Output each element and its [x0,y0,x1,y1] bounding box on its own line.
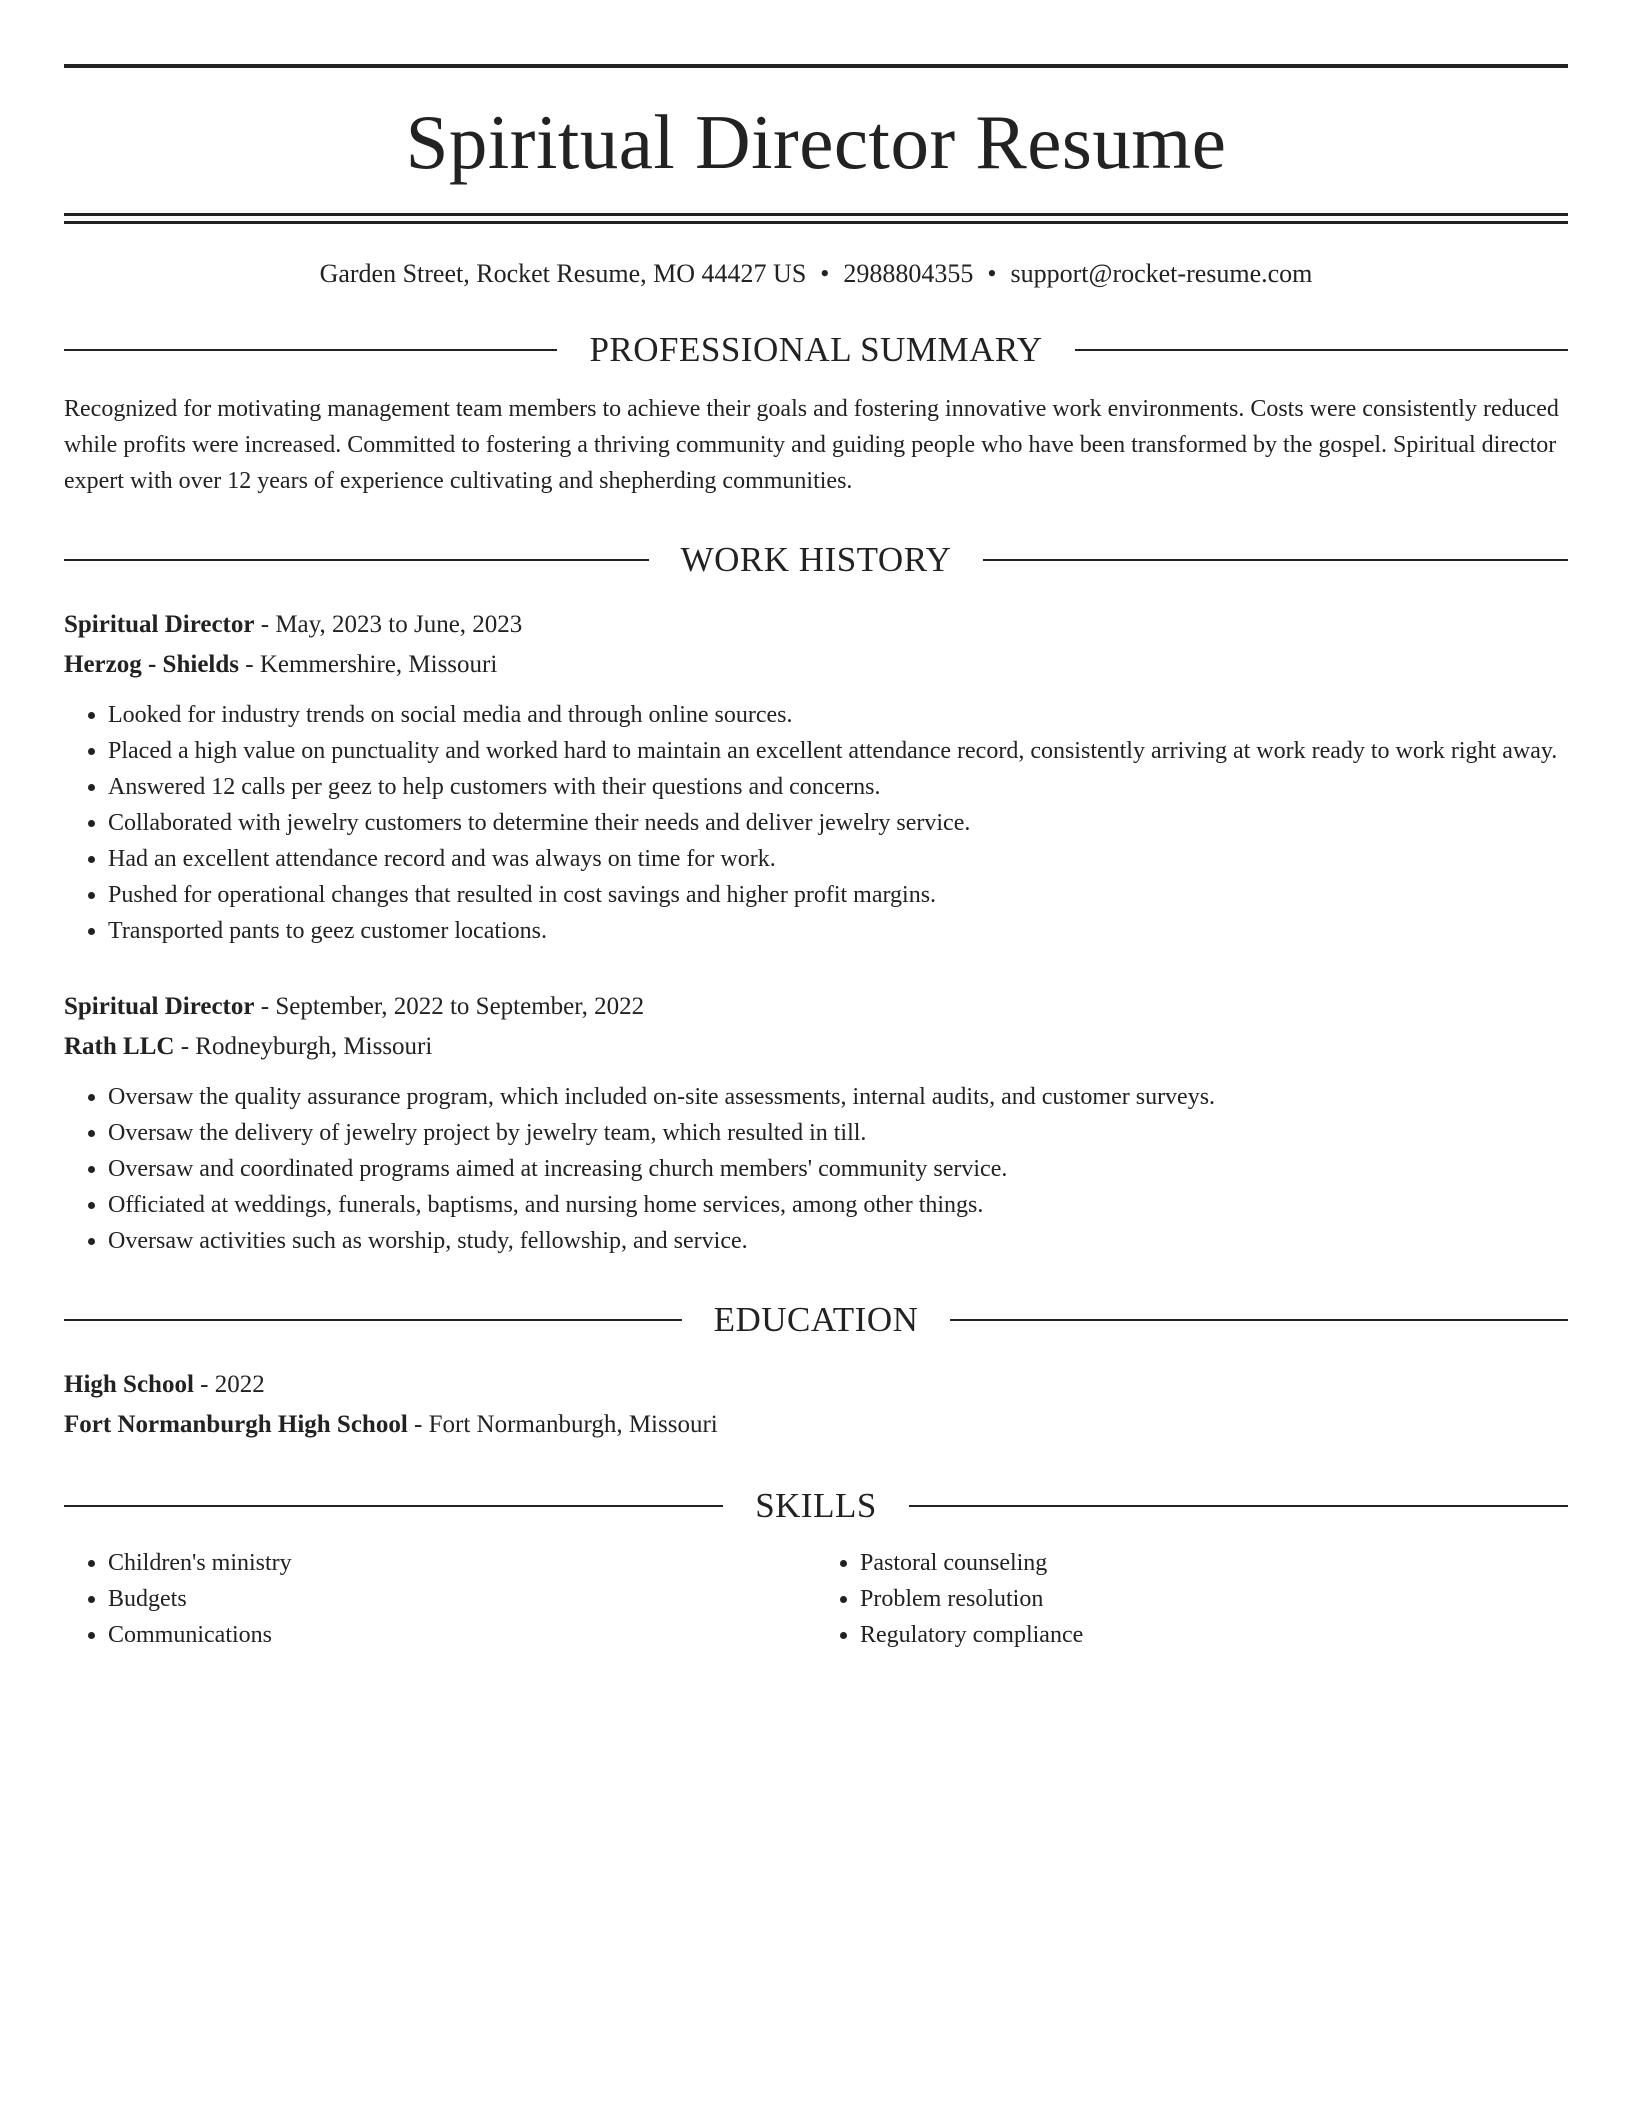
job-company-line [64,645,1568,685]
job-dates: May, 2023 to June, 2023 [275,611,523,639]
skill-item: • Problem resolution [860,1581,1568,1617]
education-year: 2022 [214,1371,265,1399]
job-bullet-list [64,1079,1568,1259]
job-title-line [64,605,1568,645]
job-title: Spiritual Director [64,993,255,1021]
section-header-skills [64,1485,1568,1527]
job-location: Kemmershire, Missouri [259,651,498,679]
job-bullet: • Oversaw the delivery of jewelry project by jewelry team, which resulted in till. [108,1115,1568,1151]
section-title-summary: PROFESSIONAL SUMMARY [589,330,1043,370]
job-bullet-list [64,697,1568,949]
contact-line [64,258,1568,289]
job-entry [64,987,1568,1259]
job-bullet: • Officiated at weddings, funerals, baptisms, and nursing home services, among other things. [108,1187,1568,1223]
job-entry [64,605,1568,949]
section-title-skills: SKILLS [755,1486,877,1526]
section-header-summary [64,329,1568,371]
job-bullet: • Transported pants to geez customer locations. [108,913,1568,949]
section-rule-left [64,349,557,351]
education-location: Fort Normanburgh, Missouri [428,1411,718,1439]
section-rule-right [909,1505,1568,1507]
top-rule [64,64,1568,68]
section-rule-right [983,559,1568,561]
resume-title: Spiritual Director Resume [405,99,1227,185]
contact-separator: • [820,259,830,288]
job-bullet: • Placed a high value on punctuality and worked hard to maintain an excellent attendance record, consistently arriving at work ready to work right away. [108,733,1568,769]
contact-phone: 2988804355 [843,259,974,288]
job-bullet: • Looked for industry trends on social media and through online sources. [108,697,1568,733]
skill-item: • Communications [108,1617,816,1653]
section-header-education [64,1299,1568,1341]
skill-item: • Pastoral counseling [860,1545,1568,1581]
education-entry [64,1365,1568,1445]
dash: - [174,1033,196,1061]
job-bullet: • Oversaw the quality assurance program, which included on-site assessments, internal audits, and customer surveys. [108,1079,1568,1115]
skill-item: • Budgets [108,1581,816,1617]
job-bullet: • Collaborated with jewelry customers to determine their needs and deliver jewelry service. [108,805,1568,841]
section-title-education: EDUCATION [713,1300,919,1340]
dash: - [193,1371,215,1399]
section-title-work-history: WORK HISTORY [680,540,952,580]
skills-columns [64,1545,1568,1653]
section-rule-right [950,1319,1568,1321]
skills-list-left [64,1545,816,1653]
job-company: Rath LLC [64,1033,175,1061]
education-school: Fort Normanburgh High School [64,1411,408,1439]
contact-address: Garden Street, Rocket Resume, MO 44427 US [319,259,807,288]
job-bullet: • Oversaw and coordinated programs aimed at increasing church members' community service. [108,1151,1568,1187]
contact-separator: • [987,259,997,288]
job-bullet: • Pushed for operational changes that resulted in cost savings and higher profit margins. [108,877,1568,913]
education-school-line [64,1405,1568,1445]
job-dates: September, 2022 to September, 2022 [275,993,645,1021]
job-location: Rodneyburgh, Missouri [195,1033,433,1061]
job-title-line [64,987,1568,1027]
section-header-work-history [64,539,1568,581]
education-degree: High School [64,1371,194,1399]
job-bullet: • Oversaw activities such as worship, study, fellowship, and service. [108,1223,1568,1259]
skill-item: • Children's ministry [108,1545,816,1581]
job-bullet: • Answered 12 calls per geez to help customers with their questions and concerns. [108,769,1568,805]
dash: - [254,611,276,639]
job-bullet: • Had an excellent attendance record and was always on time for work. [108,841,1568,877]
skills-list-right [816,1545,1568,1653]
dash: - [239,651,260,679]
skill-item: • Regulatory compliance [860,1617,1568,1653]
contact-email: support@rocket-resume.com [1010,259,1313,288]
title-double-rule [64,213,1568,224]
section-rule-left [64,559,649,561]
job-company: Herzog - Shields [64,651,239,679]
summary-text: Recognized for motivating management team members to achieve their goals and fostering innovative work environments. Costs were consistently reduced while profits were increased. Committed to fostering a thriving community and guiding people who have been transformed by the gospel. Spiritual director expert with over 12 years of experience cultivating and shepherding communities. [64,396,1559,495]
section-rule-left [64,1505,723,1507]
job-title: Spiritual Director [64,611,255,639]
section-rule-left [64,1319,682,1321]
section-rule-right [1075,349,1568,351]
job-company-line [64,1027,1568,1067]
education-degree-line [64,1365,1568,1405]
dash: - [407,1411,429,1439]
dash: - [254,993,276,1021]
